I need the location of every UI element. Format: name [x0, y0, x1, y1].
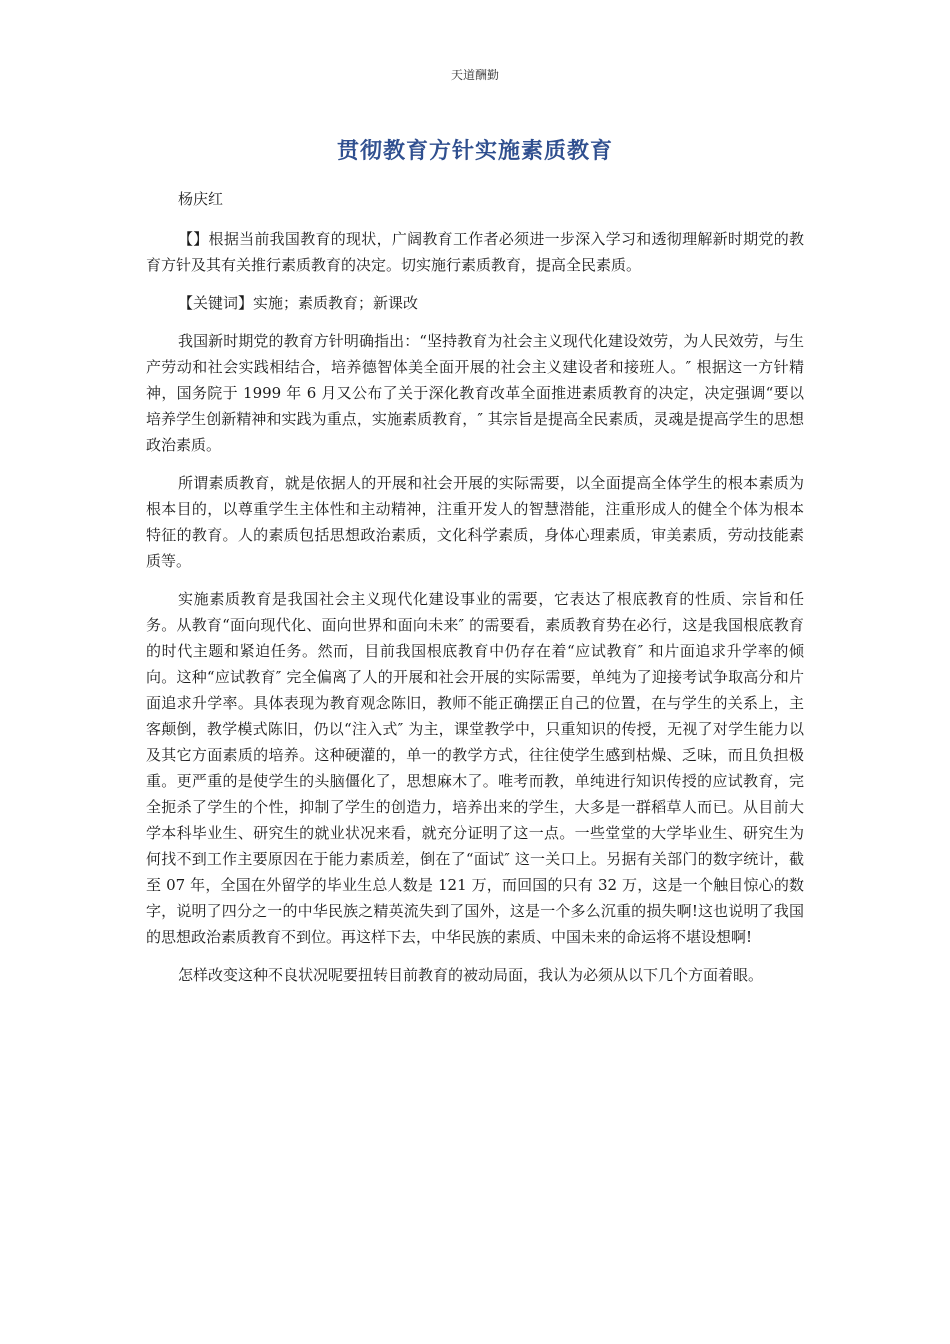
keywords-line: 【关键词】实施；素质教育；新课改	[178, 294, 419, 312]
body-paragraph-4: 怎样改变这种不良状况呢要扭转目前教育的被动局面，我认为必须从以下几个方面着眼。	[178, 966, 764, 984]
page-header: 天道酬勤	[450, 68, 499, 82]
abstract-paragraph: 【】根据当前我国教育的现状，广阔教育工作者必须进一步深入学习和透彻理解新时期党的教育方针及其有关推行素质教育的决定。切实施行素质教育，提高全民素质。	[146, 230, 804, 274]
body-paragraph-2: 所谓素质教育，就是依据人的开展和社会开展的实际需要，以全面提高全体学生的根本素质为根本目的，以尊重学生主体性和主动精神，注重开发人的智慧潜能，注重形成人的健全个体为根本特征的教育。人的素质包括思想政治素质，文化科学素质，身体心理素质，审美素质，劳动技能素质等。	[146, 474, 804, 570]
author-line: 杨庆红	[178, 190, 224, 208]
body-paragraph-1: 我国新时期党的教育方针明确指出：“坚持教育为社会主义现代化建设效劳，为人民效劳，与生产劳动和社会实践相结合，培养德智体美全面开展的社会主义建设者和接班人。″ 根据这一方针精神，国务院于 1999 年 6 月又公布了关于深化教育改革全面推进素质教育的决定，决定强调“要以培养学生创新精神和实践为重点，实施素质教育，″ 其宗旨是提高全民素质，灵魂是提高学生的思想政治素质。	[146, 332, 804, 454]
document-body	[146, 186, 804, 1000]
document-title: 贯彻教育方针实施素质教育	[336, 139, 613, 164]
body-paragraph-3: 实施素质教育是我国社会主义现代化建设事业的需要，它表达了根底教育的性质、宗旨和任务。从教育“面向现代化、面向世界和面向未来″ 的需要看，素质教育势在必行，这是我国根底教育的时代主题和紧迫任务。然而，目前我国根底教育中仍存在着“应试教育″ 和片面追求升学率的倾向。这种“应试教育″ 完全偏离了人的开展和社会开展的实际需要，单纯为了迎接考试争取高分和片面追求升学率。具体表现为教育观念陈旧，教师不能正确摆正自己的位置，在与学生的关系上，主客颠倒，教学模式陈旧，仍以“注入式″ 为主，课堂教学中，只重知识的传授，无视了对学生能力以及其它方面素质的培养。这种硬灌的，单一的教学方式，往往使学生感到枯燥、乏味，而且负担极重。更严重的是使学生的头脑僵化了，思想麻木了。唯考而教，单纯进行知识传授的应试教育，完全扼杀了学生的个性，抑制了学生的创造力，培养出来的学生，大多是一群稻草人而已。从目前大学本科毕业生、研究生的就业状况来看，就充分证明了这一点。一些堂堂的大学毕业生、研究生为何找不到工作主要原因在于能力素质差，倒在了“面试″ 这一关口上。另据有关部门的数字统计，截至 07 年，全国在外留学的毕业生总人数是 121 万，而回国的只有 32 万，这是一个触目惊心的数字，说明了四分之一的中华民族之精英流失到了国外，这是一个多么沉重的损失啊!这也说明了我国的思想政治素质教育不到位。再这样下去，中华民族的素质、中国未来的命运将不堪设想啊!	[146, 590, 804, 946]
